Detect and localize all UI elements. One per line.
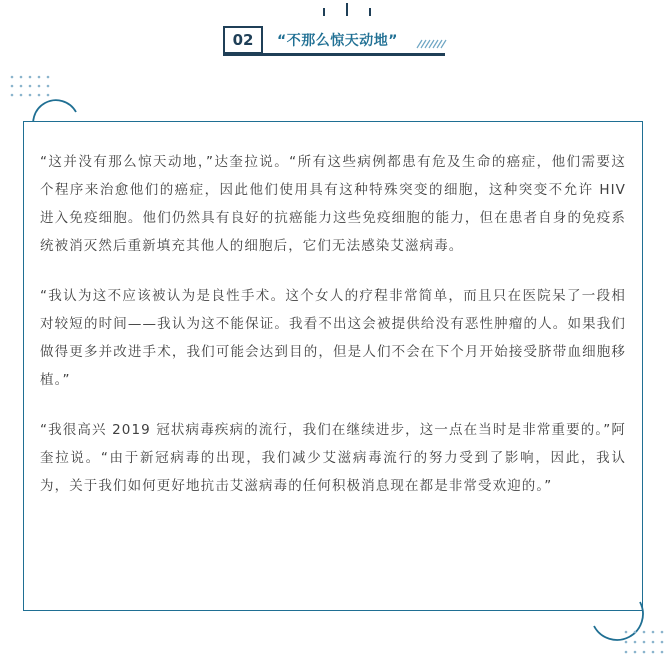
paragraph-2: “我认为这不应该被认为是良性手术。这个女人的疗程非常简单，而且只在医院呆了一段相对较短的时间——我认为这不能保证。我看不出这会被提供给没有恶性肿瘤的人。如果我们做得更多并改进手术，我们可能会达到目的，但是人们不会在下个月开始接受脐带血细胞移植。” <box>40 288 626 388</box>
content-box <box>23 121 643 611</box>
corner-decoration-bottom-right <box>586 592 670 666</box>
section-number: 02 <box>223 26 263 54</box>
paragraph-3: “我很高兴 2019 冠状病毒疾病的流行，我们在继续进步，这一点在当时是非常重要的。”阿奎拉说。“由于新冠病毒的出现，我们减少艾滋病毒流行的努力受到了影响，因此，我认为，关于我们如何更好地抗击艾滋病毒的任何积极消息现在都是非常受欢迎的。” <box>40 422 626 494</box>
hatch-decoration <box>415 39 447 49</box>
section-title: “不那么惊天动地” <box>277 33 398 49</box>
section-header <box>223 26 398 54</box>
header-underline <box>223 53 445 56</box>
paragraph-1: “这并没有那么惊天动地，”达奎拉说。“所有这些病例都患有危及生命的癌症，他们需要这个程序来治愈他们的癌症，因此他们使用具有这种特殊突变的细胞，这种突变不允许 HIV 进入免疫细胞。他们仍然具有良好的抗癌能力这些免疫细胞的能力，但在患者自身的免疫系统被消灭然后重新填充其他人的细胞后，它们无法感染艾滋病毒。 <box>40 154 626 254</box>
